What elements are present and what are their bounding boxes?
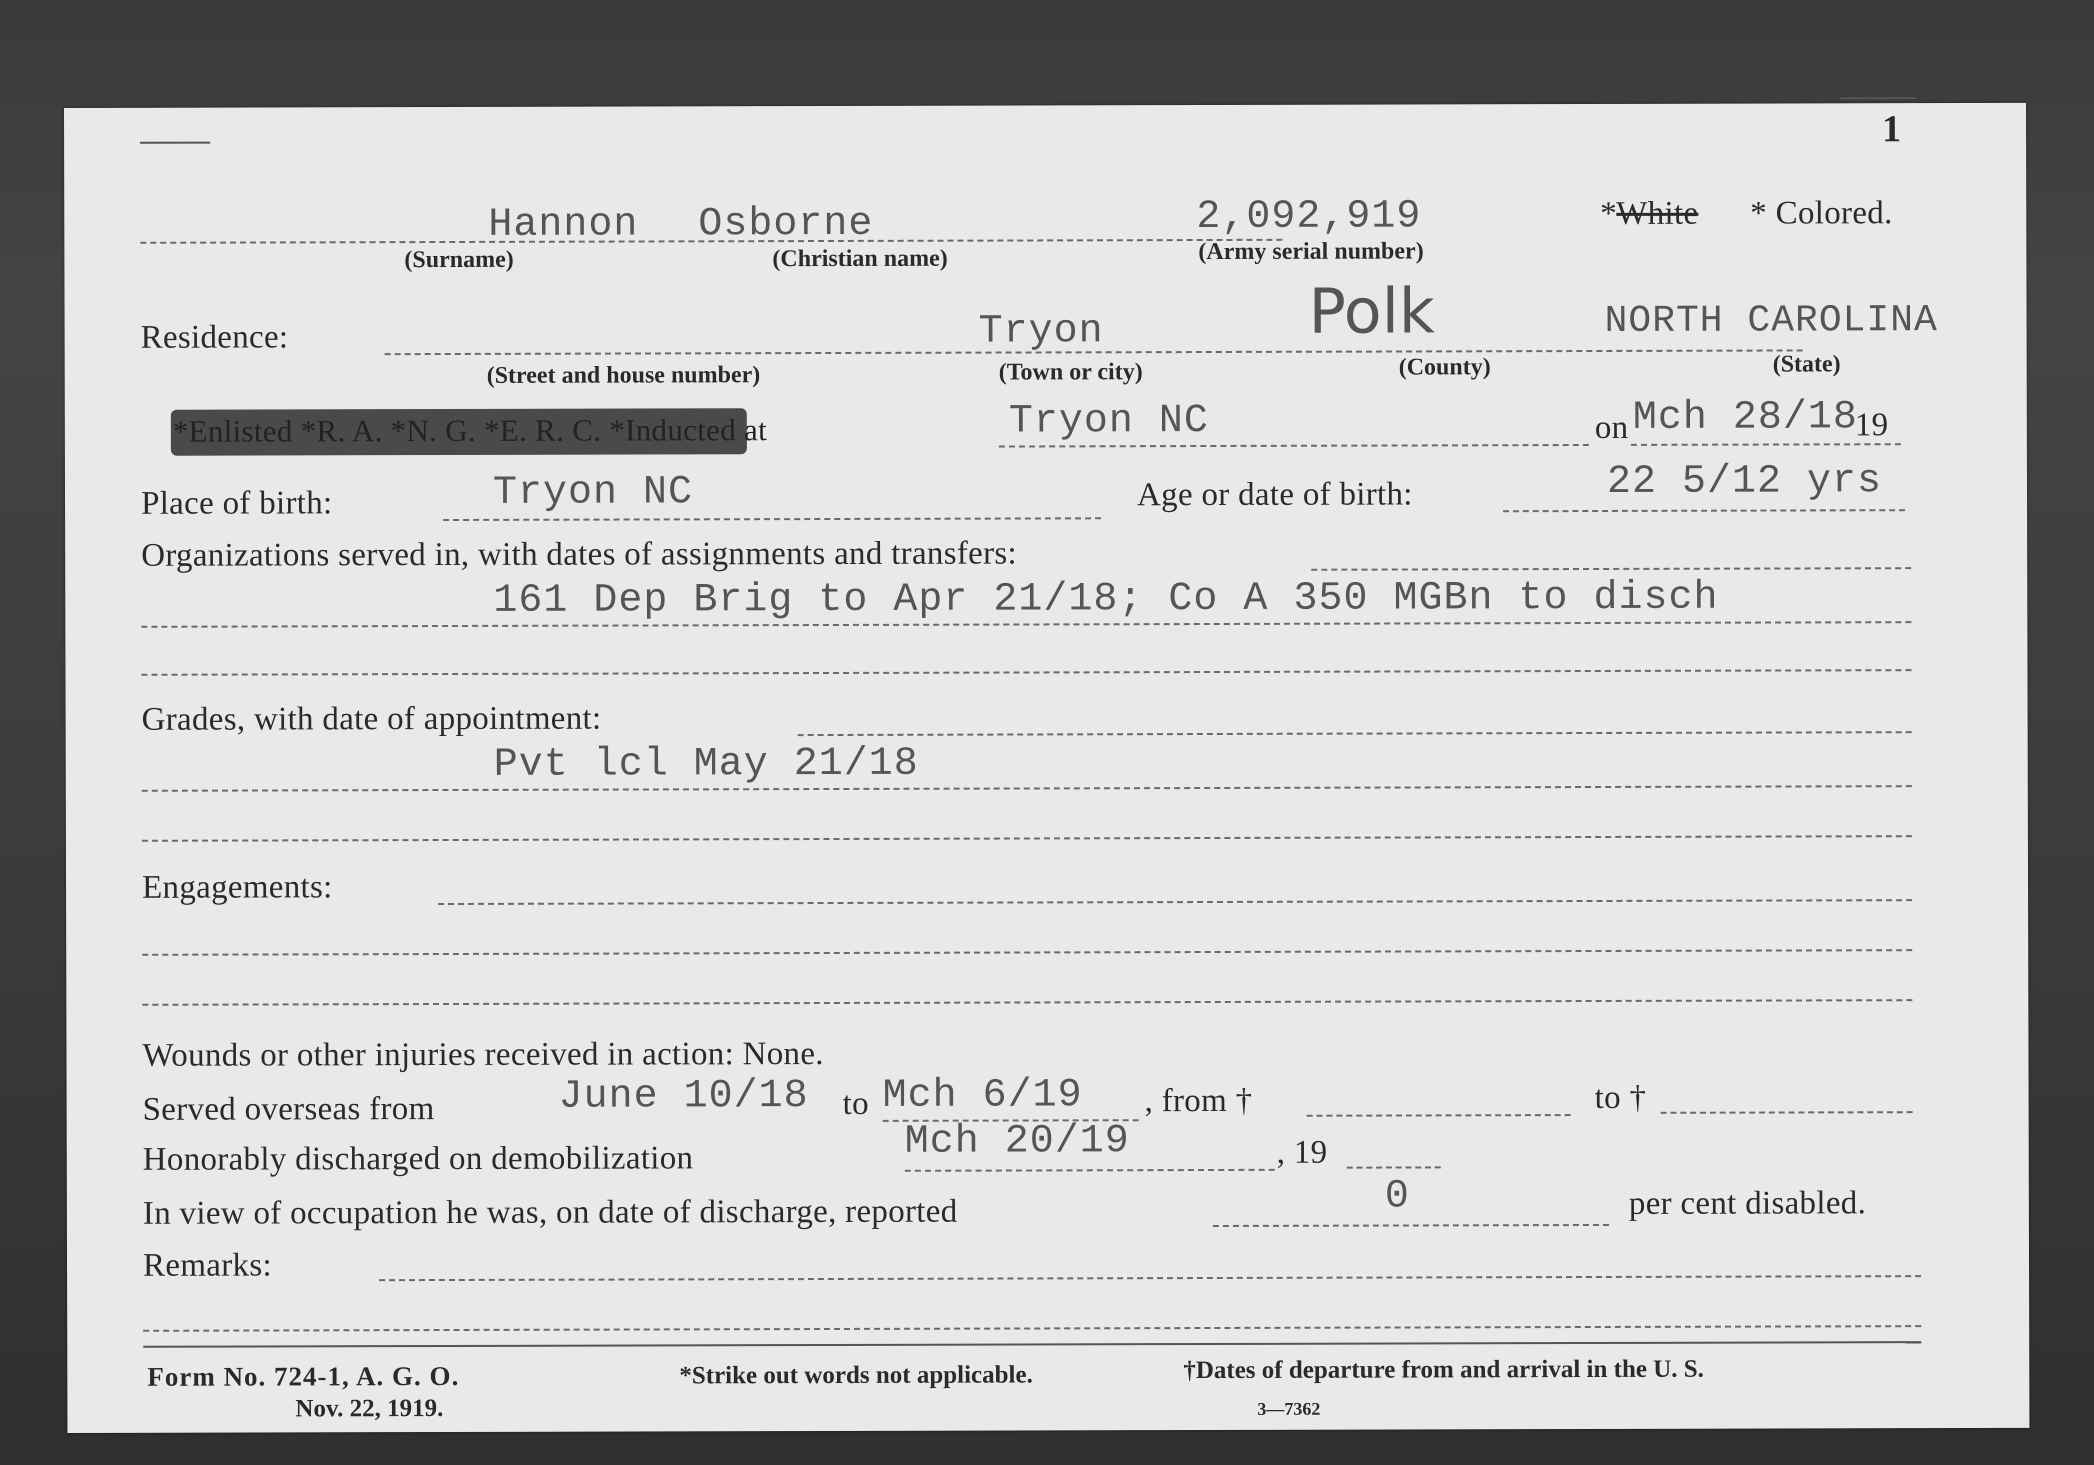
top-right-rule bbox=[1840, 97, 1916, 99]
overseas-from-value: June 10/18 bbox=[558, 1074, 809, 1120]
organizations-label: Organizations served in, with dates of assignments and transfers: bbox=[141, 535, 1017, 574]
discharge-date-value: Mch 20/19 bbox=[904, 1119, 1130, 1165]
footnote-dates: †Dates of departure from and arrival in the U. S. bbox=[1183, 1355, 1704, 1385]
discharge-year-label: , 19 bbox=[1276, 1134, 1328, 1171]
disability-line bbox=[1213, 1224, 1609, 1227]
residence-label: Residence: bbox=[140, 319, 289, 356]
residence-state-value: NORTH CAROLINA bbox=[1604, 299, 1938, 343]
organizations-line-1 bbox=[1311, 567, 1911, 571]
discharge-label: Honorably discharged on demobilization bbox=[142, 1140, 694, 1178]
residence-county-value: Polk bbox=[1308, 274, 1435, 348]
engagements-line-2 bbox=[142, 949, 1912, 956]
county-caption: (County) bbox=[1398, 354, 1491, 381]
engagements-label: Engagements: bbox=[141, 869, 333, 906]
induction-year-prefix: 19 bbox=[1854, 407, 1889, 444]
discharge-date-line bbox=[905, 1169, 1275, 1172]
engagements-line-3 bbox=[142, 999, 1912, 1006]
christian-name-value: Osborne bbox=[698, 201, 874, 248]
state-caption: (State) bbox=[1772, 351, 1841, 378]
overseas-to-value: Mch 6/19 bbox=[882, 1073, 1083, 1119]
birth-place-label: Place of birth: bbox=[140, 485, 333, 522]
serial-number-caption: (Army serial number) bbox=[1198, 238, 1424, 266]
grades-line-3 bbox=[142, 835, 1912, 842]
footnote-strike: *Strike out words not applicable. bbox=[679, 1361, 1033, 1390]
footer-rule bbox=[143, 1341, 1921, 1348]
disability-label: In view of occupation he was, on date of discharge, reported bbox=[142, 1193, 958, 1232]
overseas-to2-line bbox=[1661, 1111, 1913, 1114]
induction-prefix: *Enlisted *R. A. *N. G. *E. R. C. *Inducted at bbox=[172, 412, 768, 449]
overseas-to-label: to bbox=[842, 1085, 869, 1122]
serial-number-value: 2,092,919 bbox=[1196, 194, 1422, 241]
organizations-value: 161 Dep Brig to Apr 21/18; Co A 350 MGBn to disch bbox=[493, 575, 1719, 624]
top-left-rule bbox=[140, 142, 210, 144]
age-line bbox=[1503, 509, 1905, 512]
organizations-line-3 bbox=[141, 669, 1911, 676]
print-code: 3—7362 bbox=[1257, 1398, 1321, 1419]
overseas-from2-label: , from † bbox=[1144, 1082, 1253, 1120]
remarks-line-2 bbox=[143, 1325, 1921, 1332]
service-record-card bbox=[64, 103, 2029, 1433]
grades-line-2 bbox=[142, 785, 1912, 792]
disability-value: 0 bbox=[1384, 1174, 1410, 1220]
age-value: 22 5/12 yrs bbox=[1606, 459, 1883, 505]
race-asterisk: * bbox=[1600, 195, 1618, 232]
overseas-to2-label: to † bbox=[1594, 1079, 1647, 1116]
street-caption: (Street and house number) bbox=[486, 362, 761, 389]
birth-place-value: Tryon NC bbox=[492, 470, 694, 516]
race-white-struck: White bbox=[1616, 195, 1699, 232]
card-number: 1 bbox=[1882, 108, 1902, 151]
birth-place-line bbox=[443, 517, 1101, 521]
town-caption: (Town or city) bbox=[998, 359, 1143, 386]
remarks-label: Remarks: bbox=[142, 1247, 272, 1284]
residence-town-value: Tryon bbox=[978, 309, 1104, 355]
surname-value: Hannon bbox=[488, 202, 639, 248]
induction-date-line bbox=[1631, 443, 1901, 446]
disability-suffix: per cent disabled. bbox=[1628, 1185, 1867, 1222]
surname-caption: (Surname) bbox=[404, 246, 514, 274]
grades-label: Grades, with date of appointment: bbox=[141, 700, 602, 738]
induction-on-label: on bbox=[1594, 409, 1629, 446]
discharge-year-line bbox=[1347, 1166, 1441, 1168]
induction-place-value: Tryon NC bbox=[1008, 399, 1209, 445]
grades-line-1 bbox=[798, 731, 1912, 736]
induction-place-line bbox=[999, 444, 1589, 448]
grades-value: Pvt lcl May 21/18 bbox=[493, 741, 919, 788]
form-date: Nov. 22, 1919. bbox=[295, 1395, 444, 1423]
induction-date-value: Mch 28/18 bbox=[1632, 395, 1858, 441]
race-colored: * Colored. bbox=[1750, 195, 1893, 232]
overseas-from2-line bbox=[1307, 1114, 1571, 1117]
form-number: Form No. 724-1, A. G. O. bbox=[147, 1360, 460, 1392]
age-label: Age or date of birth: bbox=[1136, 476, 1413, 514]
remarks-line-1 bbox=[379, 1275, 1921, 1281]
christian-name-caption: (Christian name) bbox=[772, 245, 948, 273]
overseas-label: Served overseas from bbox=[142, 1091, 435, 1128]
engagements-line-1 bbox=[438, 899, 1912, 905]
wounds-label: Wounds or other injuries received in action: None. bbox=[142, 1036, 824, 1074]
